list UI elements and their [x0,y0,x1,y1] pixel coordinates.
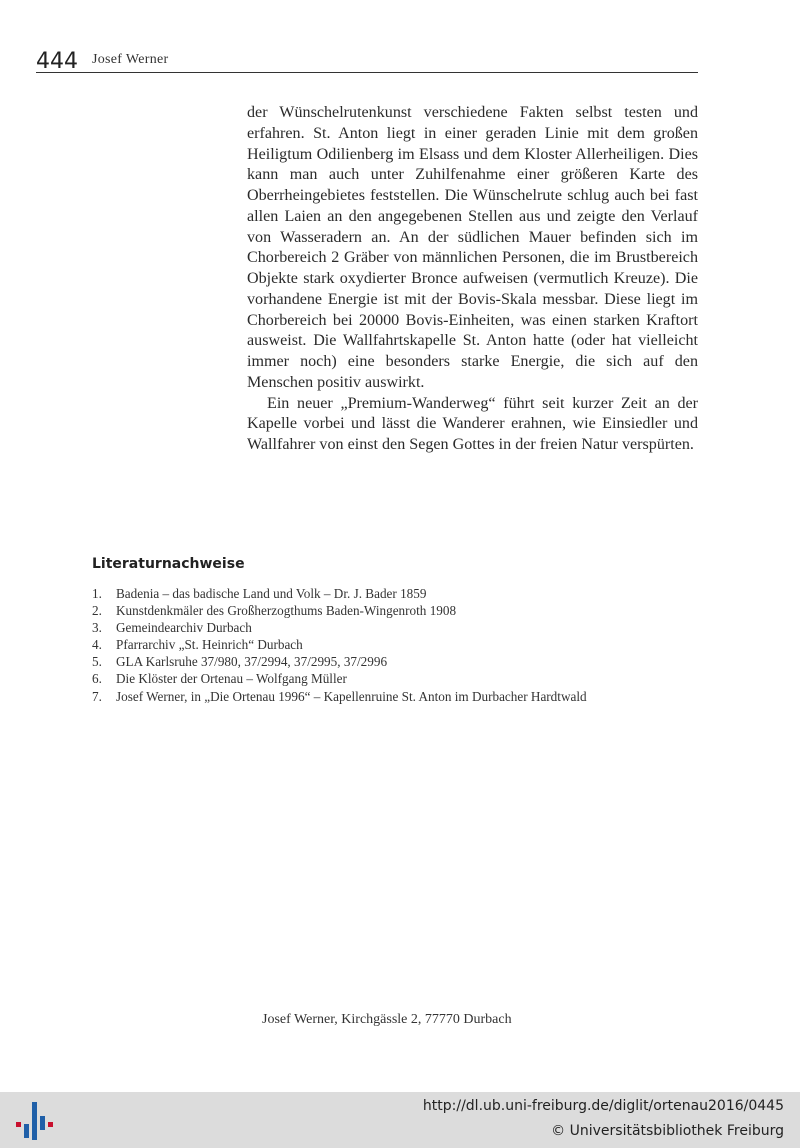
reference-item [92,602,712,619]
ub-freiburg-logo-icon[interactable] [14,1100,54,1142]
reference-number: 5. [92,654,102,670]
reference-text: Kunstdenkmäler des Großherzogthums Baden-Wingenroth 1908 [116,603,457,619]
body-paragraph: der Wünschelrutenkunst verschiedene Fakten selbst testen und erfahren. St. Anton liegt in einer geraden Linie mit dem großen Heiligtum Odilienberg im Elsass und dem Kloster Allerheiligen. Dies kann man auch unter Zuhilfenahme einer größeren Karte des Oberrheingebietes feststellen. Die Wünschelrute schlug auch bei fast allen Laien an den angegebenen Stellen aus und zeigte den Verlauf von Wasseradern an. An der südlichen Mauer befinden sich im Chorbereich 2 Gräber von männlichen Personen, die im Brustbereich Objekte stark oxydierter Bronce aufweisen (vermutlich Kreuze). Die vorhandene Energie ist mit der Bovis-Skala messbar. Diese liegt im Chorbereich bei 20000 Bovis-Einheiten, was einen starken Kraftort ausweist. Die Wallfahrtskapelle St. Anton hatte (oder hat vielleicht immer noch) eine besonders starke Energie, die sich auf den Menschen positiv auswirkt. [247,104,698,391]
logo-bar-right [48,1122,53,1127]
logo-bar-center [32,1102,37,1140]
reference-number: 6. [92,671,102,687]
logo-bar-mid-high [40,1116,45,1130]
reference-text: Die Klöster der Ortenau – Wolfgang Müller [116,671,347,687]
body-paragraph: Ein neuer „Premium-Wanderweg“ führt seit kurzer Zeit an der Kapelle vorbei und lässt die Wanderer erahnen, wie Einsiedler und Wallfahrer von einst den Segen Gottes in der freien Natur verspürten. [247,394,698,453]
reference-text: Pfarrarchiv „St. Heinrich“ Durbach [116,637,303,653]
references-list [92,585,712,705]
author-address: Josef Werner, Kirchgässle 2, 77770 Durbach [262,1012,512,1027]
page-number: 444 [36,49,78,74]
reference-item [92,670,712,687]
reference-number: 7. [92,688,102,704]
reference-item [92,619,712,636]
reference-item [92,688,712,705]
reference-text: GLA Karlsruhe 37/980, 37/2994, 37/2995, 37/2996 [116,654,388,670]
logo-bar-left [16,1122,21,1127]
reference-text: Gemeindearchiv Durbach [116,620,252,636]
reference-item [92,653,712,670]
page-header [36,50,698,73]
reference-number: 3. [92,620,102,636]
references-heading: Literaturnachweise [92,556,245,572]
reference-text: Badenia – das badische Land und Volk – Dr. J. Bader 1859 [116,586,427,601]
logo-bar-mid-low [24,1124,29,1138]
reference-item [92,585,712,602]
reference-text: Josef Werner, in „Die Ortenau 1996“ – Kapellenruine St. Anton im Durbacher Hardtwald [116,688,587,704]
reference-number: 1. [92,586,102,601]
article-body [247,103,698,456]
running-head: Josef Werner [92,52,169,67]
copyright-notice: © Universitätsbibliothek Freiburg [551,1123,784,1139]
reference-item [92,636,712,653]
footer-bar [0,1092,800,1148]
reference-number: 2. [92,603,102,619]
permalink-url[interactable]: http://dl.ub.uni-freiburg.de/diglit/ortenau2016/0445 [422,1098,784,1114]
reference-number: 4. [92,637,102,653]
